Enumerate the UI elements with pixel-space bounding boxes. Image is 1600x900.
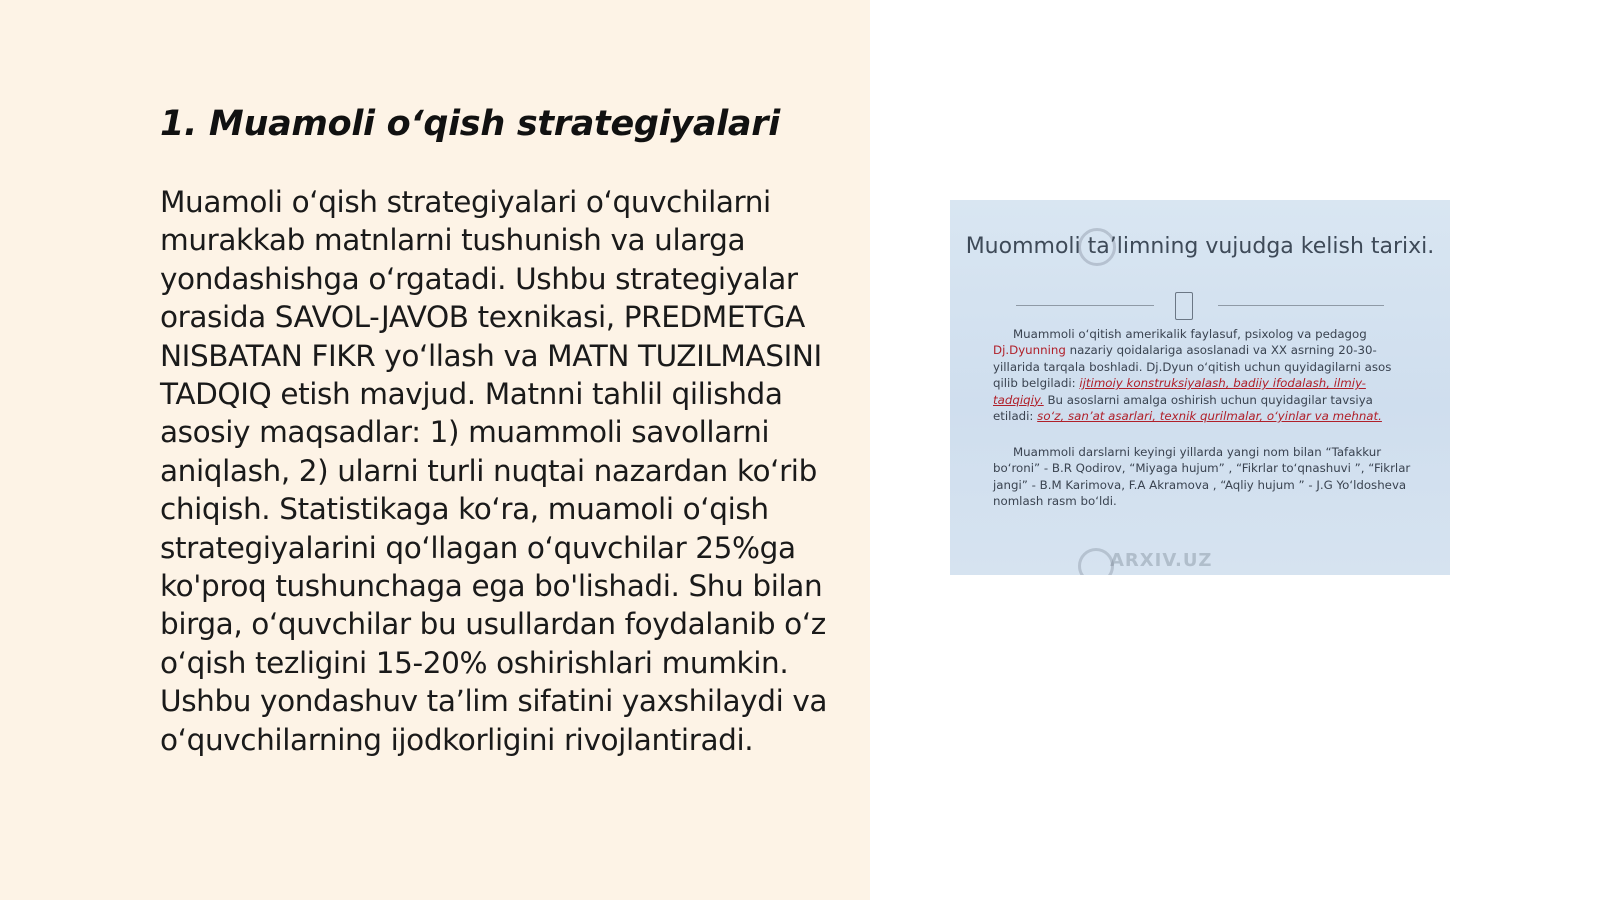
slide-body-text: Muamoli o‘qish strategiyalari o‘quvchilarni murakkab matnlarni tushunish va ularga yondashishga o‘rgatadi. Ushbu strategiyalar orasida SAVOL-JAVOB texnikasi, PREDMETGA NISBATAN FIKR yo‘llash va MATN TUZILMASINI TADQIQ etish mavjud. Matnni tahlil qilishda asosiy maqsadlar: 1) muammoli savollarni aniqlash, 2) ularni turli nuqtai nazardan ko‘rib chiqish. Statistikaga ko‘ra, muamoli o‘qish strategiyalarini qo‘llagan o‘quvchilar 25%ga ko'proq tushunchaga ega bo'lishadi. Shu bilan birga, o‘quvchilar bu usullardan foydalanib o‘z o‘qish tezligini 15-20% oshirishlari mumkin. Ushbu yondashuv ta’lim sifatini yaxshilaydi va o‘quvchilarning ijodkorligini rivojlantiradi.: [160, 185, 828, 757]
watermark-logo-icon: [1078, 548, 1114, 575]
divider-ornament-icon: [1175, 292, 1193, 320]
highlight-name: Dj.Dyunning: [993, 343, 1066, 358]
paragraph-text: nazariy qoidalariga asoslanadi va XX asrning 20-30-yillarida tarqala boshladi. Dj.Dyun o‘qitish uchun quyidagilarni asos qilib belgiladi:: [993, 343, 1392, 391]
image-paragraph-history: [993, 326, 1413, 424]
embedded-image: [950, 200, 1450, 575]
image-heading: Muommoli ta’limning vujudga kelish tarixi.: [965, 234, 1435, 259]
highlight-tools: so‘z, san’at asarlari, texnik qurilmalar, o‘yinlar va mehnat.: [1037, 409, 1382, 424]
paragraph-text: Bu asoslarni amalga oshirish uchun quyidagilar tavsiya etiladi:: [993, 392, 1373, 424]
divider-line-left: [1016, 305, 1154, 306]
highlight-principles: ijtimoiy konstruksiyalash, badiiy ifodalash, ilmiy-tadqiqiy.: [993, 376, 1366, 407]
divider-line-right: [1218, 305, 1384, 306]
paragraph-text: Muammoli o‘qitish amerikalik faylasuf, psixolog va pedagog: [1013, 327, 1367, 341]
image-paragraph-names: Muammoli darslarni keyingi yillarda yangi nom bilan “Tafakkur bo‘roni” - B.R Qodirov, “Miyaga hujum” , “Fikrlar to‘qnashuvi ”, “Fikrlar jangi” - B.M Karimova, F.A Akramova , “Aqliy hujum ” - J.G Yo‘ldosheva nomlash rasm bo‘ldi.: [993, 445, 1411, 509]
slide-title: 1. Muamoli o‘qish strategiyalari: [160, 104, 780, 144]
watermark-text: ARXIV.UZ: [1110, 550, 1213, 571]
